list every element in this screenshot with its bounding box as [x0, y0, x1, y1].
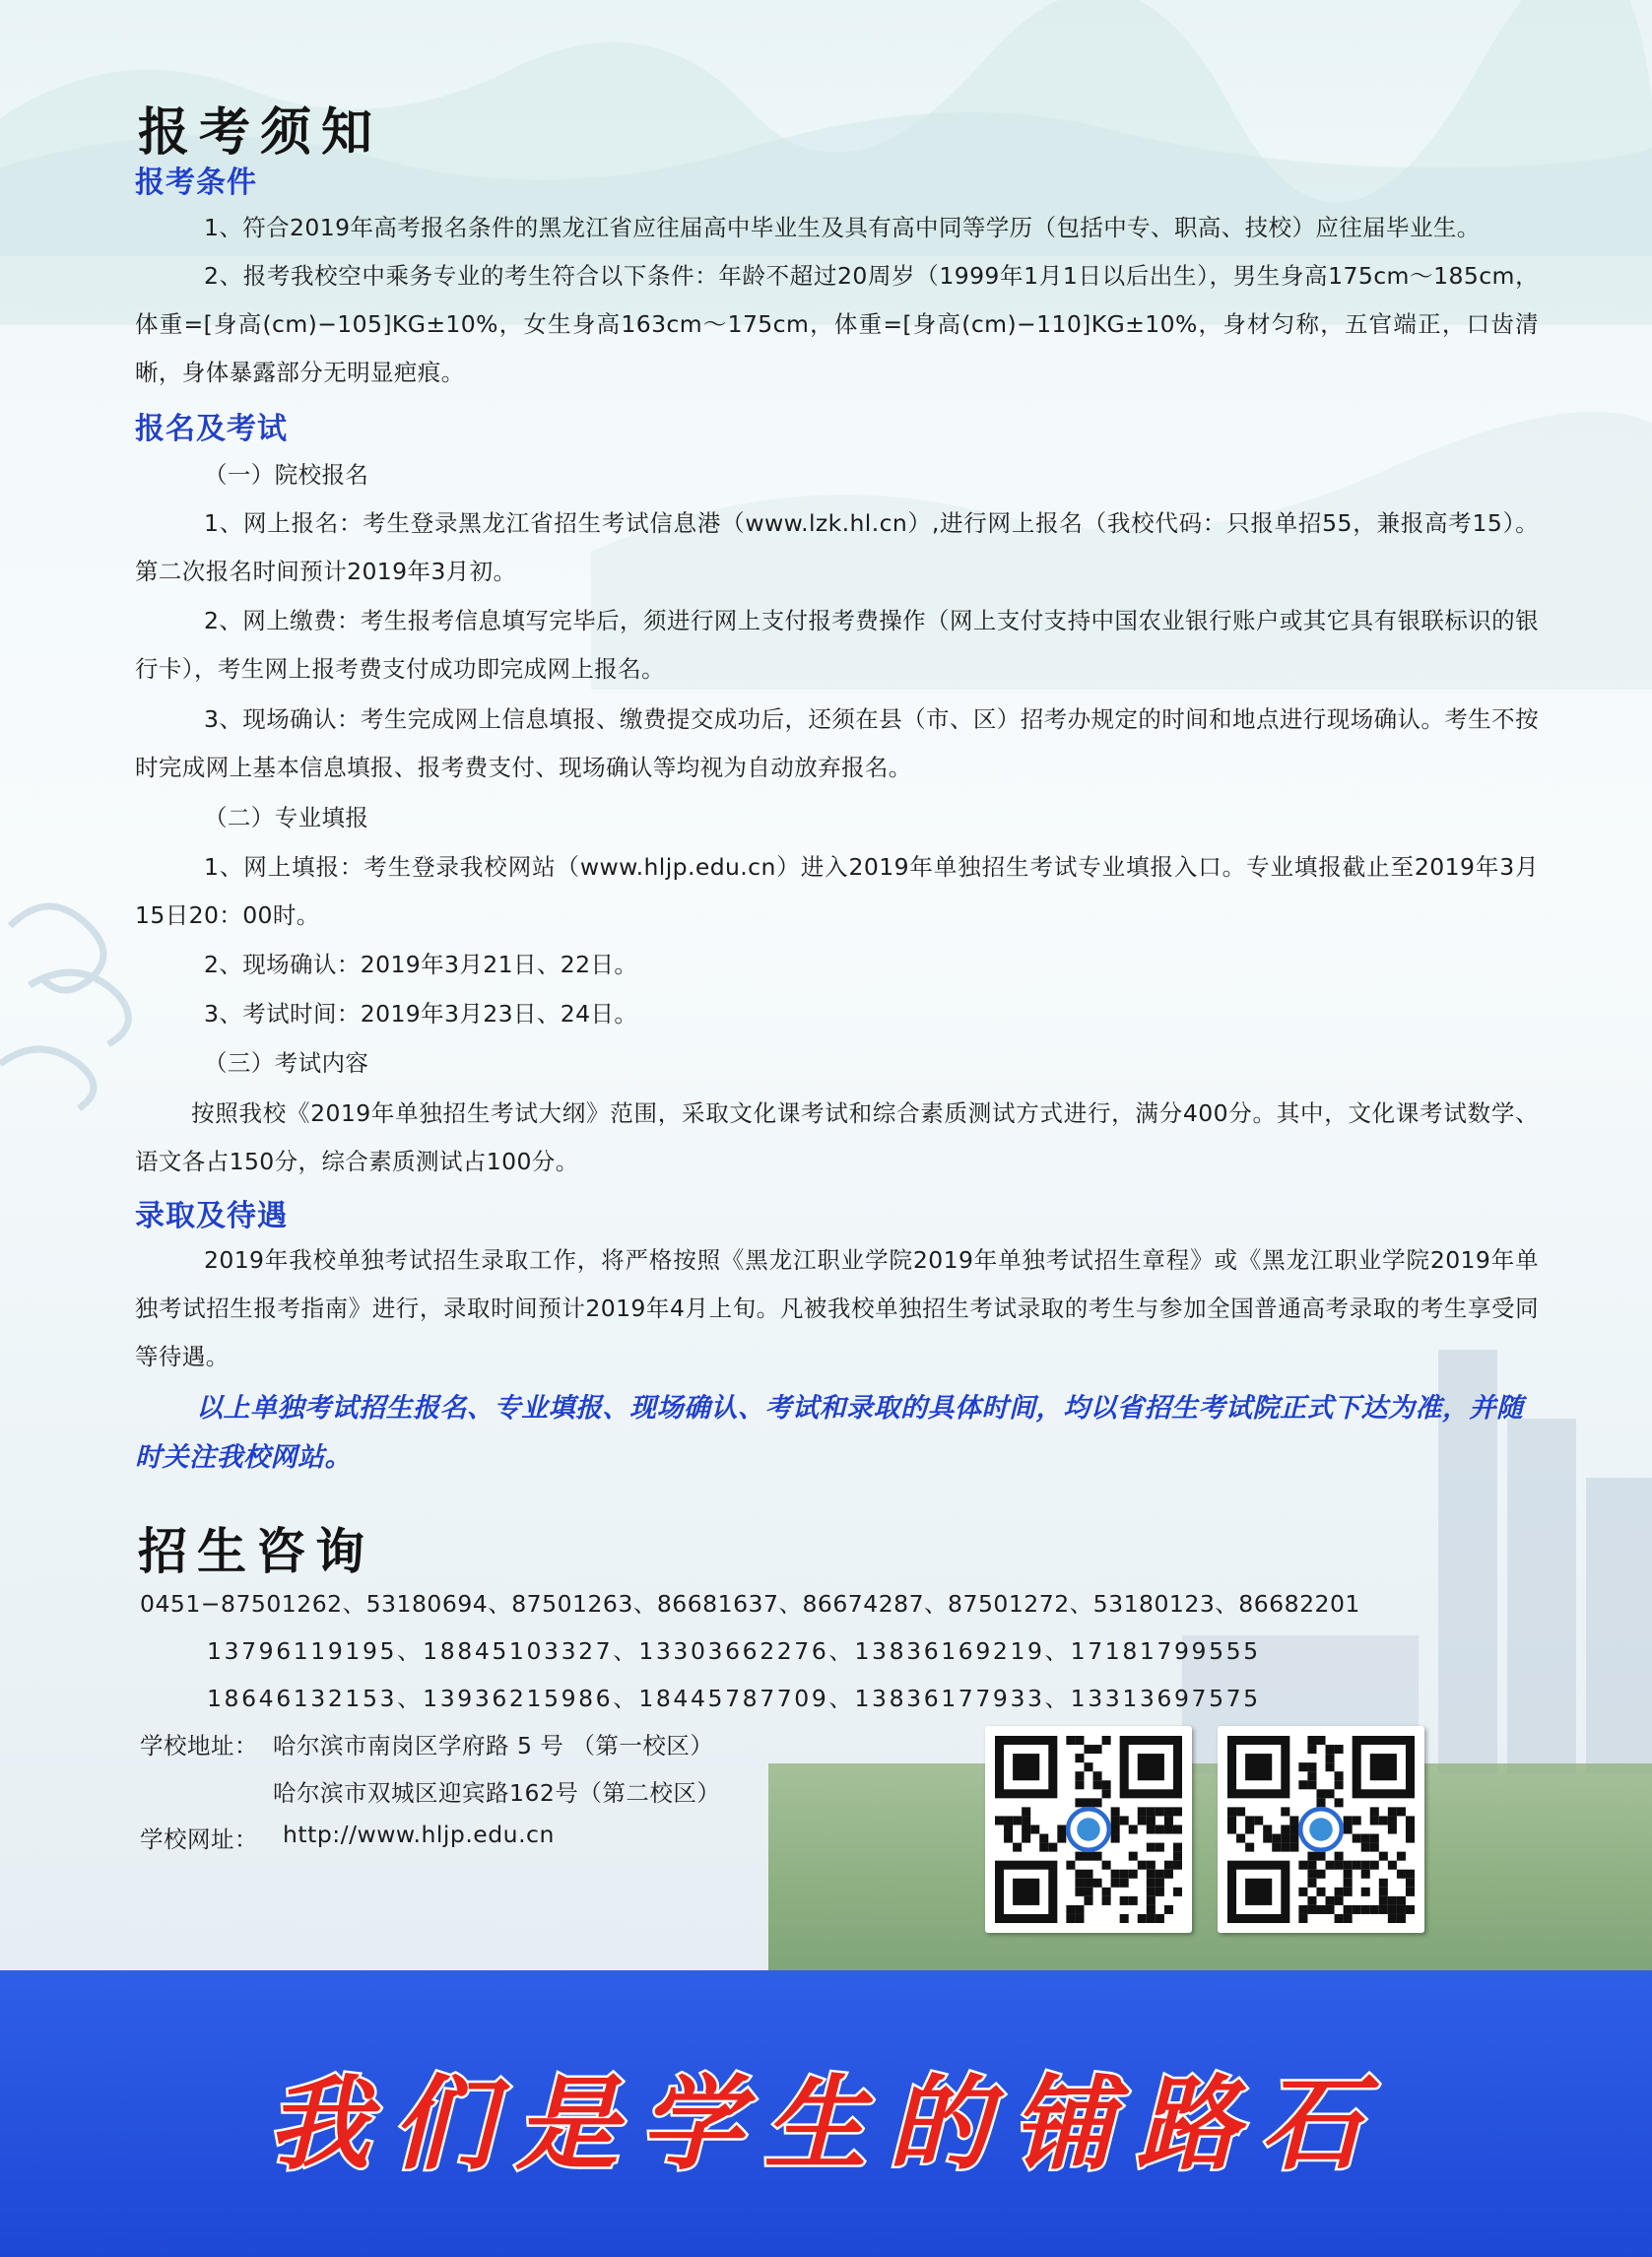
slogan-text: 我们是学生的铺路石	[267, 2063, 1385, 2184]
phone-line-3: 18646132153、13936215986、18445787709、13836177933、13313697575	[207, 1685, 1261, 1712]
qr-code-icon	[995, 1736, 1182, 1923]
heading-conditions: 报考条件	[135, 166, 257, 200]
paragraph-admission: 2019年我校单独考试招生录取工作，将严格按照《黑龙江职业学院2019年单独考试招生章程》或《黑龙江职业学院2019年单独考试招生报考指南》进行，录取时间预计2019年4月上旬。凡被我校单独招生考试录取的考生与参加全国普通高考录取的考生享受同等待遇。	[135, 1246, 1539, 1370]
phone-line-2: 13796119195、18845103327、13303662276、13836169219、17181799555	[207, 1637, 1261, 1665]
subheading-major-selection: （二）专业填报	[204, 804, 369, 831]
consult-title: 招生咨询	[138, 1522, 374, 1580]
slogan-banner	[0, 1970, 1652, 2257]
paragraph-condition-2: 2、报考我校空中乘务专业的考生符合以下条件：年龄不超过20周岁（1999年1月1日以后出生），男生身高175cm～185cm，体重=[身高(cm)−105]KG±10%，女生身高163cm～175cm，体重=[身高(cm)−110]KG±10%，身材匀称，五官端正，口齿清晰，身体暴露部分无明显疤痕。	[135, 262, 1539, 386]
paragraph-exam-content: 按照我校《2019年单独招生考试大纲》范围，采取文化课考试和综合素质测试方式进行，满分400分。其中，文化课考试数学、语文各占150分，综合素质测试占100分。	[135, 1099, 1539, 1175]
paragraph-online-payment: 2、网上缴费：考生报考信息填写完毕后，须进行网上支付报考费操作（网上支付支持中国农业银行账户或其它具有银联标识的银行卡），考生网上报考费支付成功即完成网上报名。	[135, 607, 1539, 683]
website-link[interactable]: http://www.hljp.edu.cn	[283, 1821, 555, 1848]
address-campus-1: 哈尔滨市南岗区学府路 5 号 （第一校区）	[273, 1732, 714, 1759]
subheading-exam-content: （三）考试内容	[204, 1049, 369, 1077]
qr-code-card-2[interactable]	[1218, 1726, 1424, 1933]
paragraph-onsite-confirm: 3、现场确认：考生完成网上信息填报、缴费提交成功后，还须在县（市、区）招考办规定的时间和地点进行现场确认。考生不按时完成网上基本信息填报、报考费支付、现场确认等均视为自动放弃报名。	[135, 705, 1539, 781]
notice-text: 以上单独考试招生报名、专业填报、现场确认、考试和录取的具体时间，均以省招生考试院正式下达为准，并随时关注我校网站。	[135, 1393, 1524, 1473]
qr-code-card-1[interactable]	[985, 1726, 1192, 1933]
heading-registration: 报名及考试	[135, 412, 288, 446]
paragraph-online-registration: 1、网上报名：考生登录黑龙江省招生考试信息港（www.lzk.hl.cn）,进行网上报名（我校代码：只报单招55，兼报高考15）。第二次报名时间预计2019年3月初。	[135, 509, 1539, 585]
page-title: 报考须知	[138, 102, 383, 163]
address-campus-2: 哈尔滨市双城区迎宾路162号（第二校区）	[273, 1779, 721, 1807]
qr-code-icon	[1227, 1736, 1415, 1923]
website-label: 学校网址：	[140, 1826, 258, 1853]
subheading-school-registration: （一）院校报名	[204, 461, 369, 489]
paragraph-major-confirm: 2、现场确认：2019年3月21日、22日。	[204, 951, 638, 978]
paragraph-online-major: 1、网上填报：考生登录我校网站（www.hljp.edu.cn）进入2019年单独招生考试专业填报入口。专业填报截止至2019年3月15日20：00时。	[135, 853, 1539, 929]
phone-line-1: 0451−87501262、53180694、87501263、86681637、86674287、87501272、53180123、86682201	[140, 1590, 1360, 1618]
paragraph-condition-1: 1、符合2019年高考报名条件的黑龙江省应往届高中毕业生及具有高中同等学历（包括中专、职高、技校）应往届毕业生。	[204, 214, 1481, 241]
address-label: 学校地址：	[140, 1732, 258, 1759]
paragraph-exam-time: 3、考试时间：2019年3月23日、24日。	[204, 1000, 638, 1028]
heading-admission: 录取及待遇	[135, 1199, 288, 1233]
